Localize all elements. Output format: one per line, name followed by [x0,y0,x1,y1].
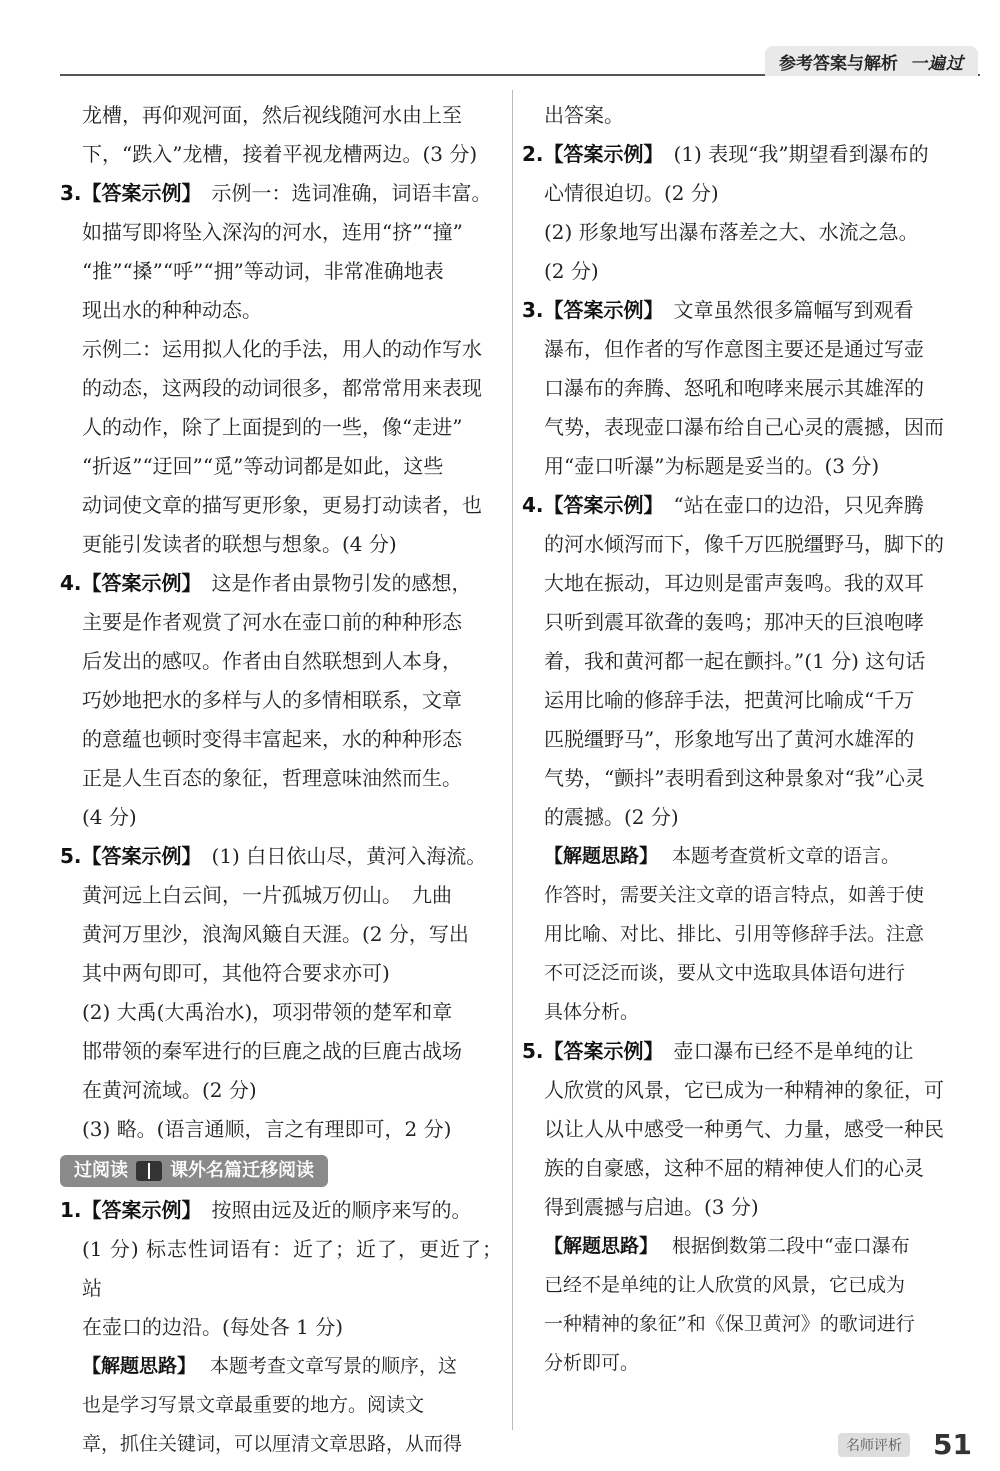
answer-item-4: 4.【答案示例】 这是作者由景物引发的感想， 主要是作者观赏了河水在壶口前的种种形态 后发出的感叹。作者由自然联想到人本身， 巧妙地把水的多样与人的多情相联系，文章 的意蕴也顿时变得丰富起来，水的种种形态 正是人生百态的象征，哲理意味油然而生。 (4 分) [60,564,502,837]
section-title: 参考答案与解析 [779,53,898,74]
hint-text: 【解题思路】 本题考查赏析文章的语言。 作答时，需要关注文章的语言特点，如善于使 用比喻、对比、排比、引用等修辞手法。注意 不可泛泛而谈，要从文中选取具体语句进行 具体分析。 [544,845,925,1023]
hint-tag: 【解题思路】 [544,845,659,867]
answer-tag: 【答案示例】 [81,181,202,205]
hint-text: 【解题思路】 根据倒数第二段中“壶口瀑布 已经不是单纯的让人欣赏的风景，它已成为 一种精神的象征”和《保卫黄河》的歌词进行 分析即可。 [544,1235,915,1374]
banner-label-2: 课外名篇迁移阅读 [170,1160,314,1181]
hint-tag: 【解题思路】 [82,1355,197,1377]
answer-tag: 【答案示例】 [81,1198,202,1222]
page-number: 51 [933,1428,972,1461]
answer-tag: 【答案示例】 [543,298,664,322]
answer-text: 主要是作者观赏了河水在壶口前的种种形态 后发出的感叹。作者由自然联想到人本身， 巧妙地把水的多样与人的多情相联系，文章 的意蕴也顿时变得丰富起来，水的种种形态 正是人生百态的象征，哲理意味油然而生。 (4 分) [82,610,462,829]
continued-text: 出答案。 [544,103,624,127]
answer-tag: 【答案示例】 [543,1039,664,1063]
hint-text: 【解题思路】 本题考查文章写景的顺序，这 也是学习写景文章最重要的地方。阅读文 章，抓住关键词，可以厘清文章思路，从而得 [82,1355,463,1455]
answer-tag: 【答案示例】 [543,493,664,517]
banner-label-1: 过阅读 [74,1160,128,1181]
left-column [60,96,502,1464]
answer-text: 心情很迫切。(2 分) (2) 形象地写出瀑布落差之大、水流之急。 (2 分) [544,181,919,283]
answer-tag: 【答案示例】 [81,844,202,868]
item-number: 1. [60,1198,82,1222]
answer-text: 瀑布，但作者的写作意图主要还是通过写壶 口瀑布的奔腾、怒吼和咆哮来展示其雄浑的 气势，表现壶口瀑布给自己心灵的震撼，因而 用“壶口听瀑”为标题是妥当的。(3 分) [544,337,944,478]
item-number: 5. [522,1039,544,1063]
section-banner [60,1155,328,1187]
answer-text: (3) 略。(语言通顺，言之有理即可，2 分) [82,1117,452,1141]
item-number: 4. [60,571,82,595]
answer-item-3-right: 3.【答案示例】 文章虽然很多篇幅写到观看 瀑布，但作者的写作意图主要还是通过写壶 口瀑布的奔腾、怒吼和咆哮来展示其雄浑的 气势，表现壶口瀑布给自己心灵的震撼，因而 用“壶口听瀑”为标题是妥当的。(3 分) [522,291,966,486]
answer-text: (2) 大禹(大禹治水)，项羽带领的楚军和章 邯带领的秦军进行的巨鹿之战的巨鹿古战场 在黄河流域。(2 分) [82,1000,462,1102]
answer-text: 黄河远上白云间，一片孤城万仞山。 九曲 黄河万里沙，浪淘风簸自天涯。(2 分，写出 其中两句即可，其他符合要求亦可) [82,883,469,985]
answer-tag: 【答案示例】 [543,142,664,166]
answer-item-5-right: 5.【答案示例】 壶口瀑布已经不是单纯的让 人欣赏的风景，它已成为一种精神的象征，可 以让人从中感受一种勇气、力量，感受一种民 族的自豪感，这种不屈的精神使人们的心灵 得到震撼与启迪。(3 分) 【解题思路】 根据倒数第二段中“壶口瀑布 已经不是单纯的让人欣赏的风景，它已成为 一种精神的象征”和《保卫黄河》的歌词进行 分析即可。 [522,1032,966,1383]
answer-text: (1 分) 标志性词语有：近了；近了，更近了；站 在壶口的边沿。(每处各 1 分) [82,1237,502,1339]
brand-logo: 一遍过 [910,53,964,74]
answer-item-3: 3.【答案示例】 示例一：选词准确，词语丰富。 如描写即将坠入深沟的河水，连用“挤”“撞” “推”“搡”“呼”“拥”等动词，非常准确地表 现出水的种种动态。 示例二：运用拟人化的手法，用人的动作写水 的动态，这两段的动词很多，都常常用来表现 人的动作，除了上面提到的一些，像“走进” “折返”“迂回”“觅”等动词都是如此，这些 动词使文章的描写更形象，更易打动读者，也 更能引发读者的联想与想象。(4 分) [60,174,502,564]
answer-text: 如描写即将坠入深沟的河水，连用“挤”“撞” “推”“搡”“呼”“拥”等动词，非常准确地表 现出水的种种动态。 [82,220,463,322]
item-number: 3. [522,298,544,322]
answer-text: 的河水倾泻而下，像千万匹脱缰野马，脚下的 大地在振动，耳边则是雷声轰鸣。我的双耳 只听到震耳欲聋的轰鸣；那冲天的巨浪咆哮 着，我和黄河都一起在颤抖。”(1 分) 这句话 运用比喻的修辞手法，把黄河比喻成“千万 匹脱缰野马”，形象地写出了黄河水雄浑的 气势，“颤抖”表明看到这种景象对“我”心灵 的震撼。(2 分) [544,532,944,829]
answer-tag: 【答案示例】 [81,571,202,595]
continued-text: 龙槽，再仰观河面，然后视线随河水由上至 下，“跌入”龙槽，接着平视龙槽两边。(3 分) [82,103,478,166]
header-tab [765,46,978,76]
hint-tag: 【解题思路】 [544,1235,659,1257]
answer-item-4-right: 4.【答案示例】 “站在壶口的边沿，只见奔腾 的河水倾泻而下，像千万匹脱缰野马，脚下的 大地在振动，耳边则是雷声轰鸣。我的双耳 只听到震耳欲聋的轰鸣；那冲天的巨浪咆哮 着，我和黄河都一起在颤抖。”(1 分) 这句话 运用比喻的修辞手法，把黄河比喻成“千万 匹脱缰野马”，形象地写出了黄河水雄浑的 气势，“颤抖”表明看到这种景象对“我”心灵 的震撼。(2 分) 【解题思路】 本题考查赏析文章的语言。 作答时，需要关注文章的语言特点，如善于使 用比喻、对比、排比、引用等修辞手法。注意 不可泛泛而谈，要从文中选取具体语句进行 具体分析。 [522,486,966,1032]
answer-text: 示例二：运用拟人化的手法，用人的动作写水 的动态，这两段的动词很多，都常常用来表现 人的动作，除了上面提到的一些，像“走进” “折返”“迂回”“觅”等动词都是如此，这些 动词使文章的描写更形象，更易打动读者，也 更能引发读者的联想与想象。(4 分) [82,337,482,556]
book-icon [136,1161,162,1181]
right-column [522,96,966,1383]
item-number: 4. [522,493,544,517]
column-divider [512,90,513,1430]
answer-item-2: 2.【答案示例】 (1) 表现“我”期望看到瀑布的 心情很迫切。(2 分) (2) 形象地写出瀑布落差之大、水流之急。 (2 分) [522,135,966,291]
item-number: 5. [60,844,82,868]
answer-text: 人欣赏的风景，它已成为一种精神的象征，可 以让人从中感受一种勇气、力量，感受一种民 族的自豪感，这种不屈的精神使人们的心灵 得到震撼与启迪。(3 分) [544,1078,944,1219]
answer-item-5: 5.【答案示例】 (1) 白日依山尽，黄河入海流。 黄河远上白云间，一片孤城万仞山。 九曲 黄河万里沙，浪淘风簸自天涯。(2 分，写出 其中两句即可，其他符合要求亦可) (2) 大禹(大禹治水)，项羽带领的楚军和章 邯带领的秦军进行的巨鹿之战的巨鹿古战场 在黄河流域。(2 分) (3) 略。(语言通顺，言之有理即可，2 分) [60,837,502,1149]
item-number: 3. [60,181,82,205]
footer-label: 名师评析 [838,1433,910,1457]
answer-item-b1: 1.【答案示例】 按照由远及近的顺序来写的。 (1 分) 标志性词语有：近了；近了，更近了；站 在壶口的边沿。(每处各 1 分) 【解题思路】 本题考查文章写景的顺序，这 也是学习写景文章最重要的地方。阅读文 章，抓住关键词，可以厘清文章思路，从而得 [60,1191,502,1464]
item-number: 2. [522,142,544,166]
